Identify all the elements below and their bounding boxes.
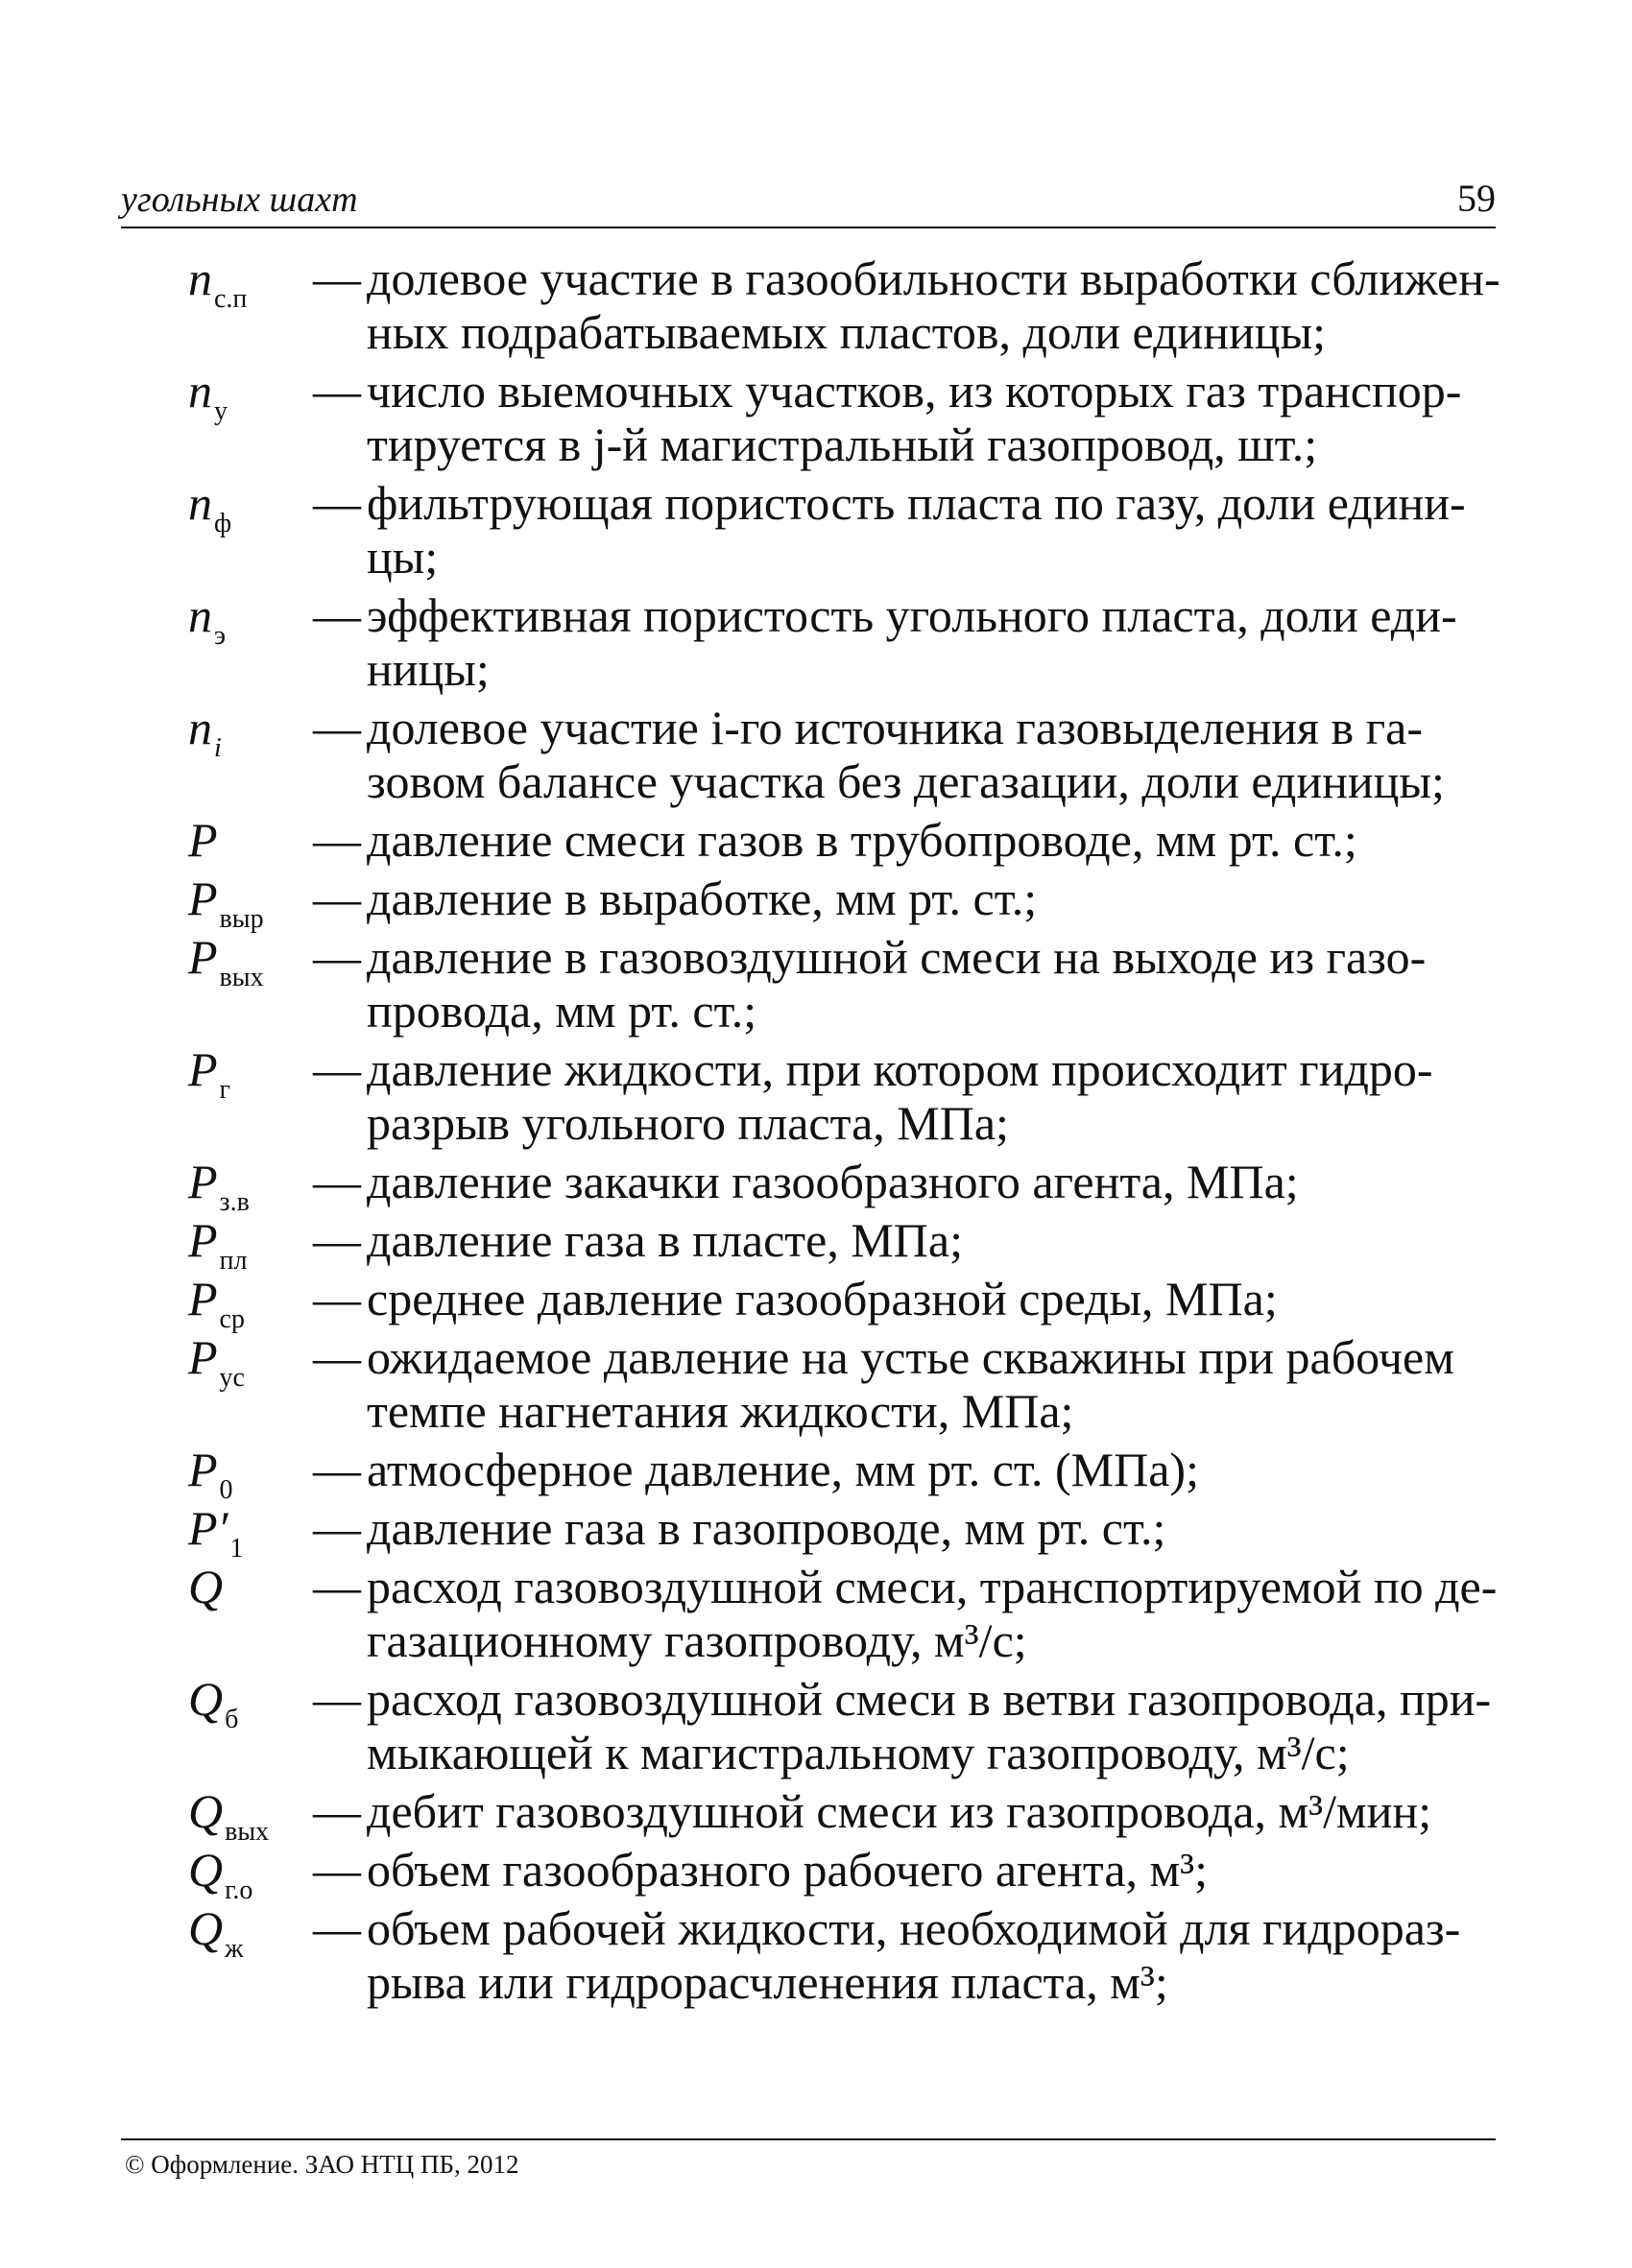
symbol-description — [367, 701, 1496, 808]
symbol-subscript: ср — [219, 1303, 245, 1334]
em-dash: — — [313, 1042, 361, 1096]
symbol-letter: n — [188, 251, 212, 305]
description-line: число выемочных участков, из которых газ транспор- — [367, 364, 1462, 418]
symbol-letter: P — [188, 1330, 218, 1384]
symbol-letter: P — [188, 1213, 218, 1267]
symbol-letter: Q — [188, 1672, 224, 1726]
symbol-description — [367, 1501, 1496, 1555]
em-dash: — — [313, 1901, 361, 1955]
em-dash: — — [313, 813, 361, 867]
symbol-subscript: 0 — [219, 1474, 233, 1505]
symbol-description — [367, 1560, 1496, 1667]
symbol-letter: Q — [188, 1784, 224, 1838]
description-line: расход газовоздушной смеси, транспортируемой по де- — [367, 1560, 1498, 1613]
em-dash: — — [313, 1843, 361, 1897]
description-line: ожидаемое давление на устье скважины при рабочем — [367, 1330, 1454, 1384]
symbol-notation — [188, 476, 231, 551]
symbol-subscript: у — [214, 395, 228, 426]
symbol-notation — [188, 251, 247, 326]
copyright-footer: © Оформление. ЗАО НТЦ ПБ, 2012 — [125, 2150, 519, 2179]
symbol-description — [367, 364, 1496, 471]
em-dash: — — [313, 1672, 361, 1726]
description-line: темпе нагнетания жидкости, МПа; — [367, 1384, 1074, 1438]
description-line: рыва или гидрорасчленения пласта, м³; — [367, 1955, 1168, 2009]
description-line: цы; — [367, 530, 439, 584]
em-dash: — — [313, 1272, 361, 1325]
description-line: тируется в j-й магистральный газопровод, шт.; — [367, 418, 1318, 471]
symbol-subscript: выр — [219, 903, 264, 934]
description-line: объем газообразного рабочего агента, м³; — [367, 1843, 1209, 1897]
running-title: угольных шахт — [121, 179, 358, 220]
symbol-description — [367, 588, 1496, 696]
symbol-subscript: г.о — [225, 1874, 253, 1905]
symbol-notation — [188, 1901, 243, 1976]
symbol-letter: P′ — [188, 1501, 228, 1555]
description-line: расход газовоздушной смеси в ветви газопровода, при- — [367, 1672, 1492, 1726]
symbol-notation — [188, 1672, 238, 1747]
symbol-letter: P — [188, 871, 218, 925]
symbol-subscript: вых — [225, 1816, 270, 1847]
description-line: газационному газопроводу, м³/с; — [367, 1613, 1027, 1667]
symbol-letter: P — [188, 1155, 218, 1208]
em-dash: — — [313, 251, 361, 305]
footer-rule — [121, 2138, 1496, 2140]
symbol-description — [367, 1843, 1496, 1897]
symbol-notation — [188, 364, 228, 439]
description-line: мыкающей к магистральному газопроводу, м³/с; — [367, 1726, 1350, 1779]
symbol-subscript: з.в — [219, 1186, 250, 1217]
em-dash: — — [313, 1560, 361, 1613]
description-line: давление в газовоздушной смеси на выходе из газо- — [367, 930, 1427, 984]
page-number: 59 — [1457, 177, 1496, 220]
symbol-subscript: ус — [219, 1362, 245, 1393]
symbol-letter: n — [188, 476, 212, 530]
symbol-subscript: пл — [219, 1245, 248, 1276]
em-dash: — — [313, 1501, 361, 1555]
description-line: среднее давление газообразной среды, МПа; — [367, 1272, 1278, 1325]
em-dash: — — [313, 1330, 361, 1384]
description-line: давление смеси газов в трубопроводе, мм рт. ст.; — [367, 813, 1357, 867]
description-line: давление закачки газообразного агента, МПа; — [367, 1155, 1299, 1208]
em-dash: — — [313, 364, 361, 418]
symbol-subscript: г — [219, 1074, 231, 1105]
description-line: давление жидкости, при котором происходит гидро- — [367, 1042, 1433, 1096]
em-dash: — — [313, 588, 361, 642]
symbol-notation — [188, 1560, 223, 1613]
description-line: ных подрабатываемых пластов, доли единицы; — [367, 305, 1327, 359]
description-line: долевое участие i-го источника газовыделения в га- — [367, 701, 1423, 754]
symbol-letter: Q — [188, 1560, 224, 1613]
symbol-letter: n — [188, 701, 212, 754]
symbol-letter: Q — [188, 1843, 224, 1897]
symbol-description — [367, 251, 1500, 359]
description-line: провода, мм рт. ст.; — [367, 984, 757, 1038]
symbol-notation — [188, 813, 218, 867]
symbol-notation — [188, 1042, 230, 1117]
symbol-description — [367, 1672, 1496, 1779]
description-line: давление в выработке, мм рт. ст.; — [367, 871, 1038, 925]
symbol-description — [367, 1272, 1496, 1325]
symbol-notation — [188, 930, 264, 1005]
symbol-subscript: э — [214, 620, 227, 651]
symbol-letter: P — [188, 1272, 218, 1325]
em-dash: — — [313, 1213, 361, 1267]
em-dash: — — [313, 476, 361, 530]
description-line: ницы; — [367, 642, 490, 696]
description-line: давление газа в пласте, МПа; — [367, 1213, 963, 1267]
symbol-subscript: б — [225, 1704, 239, 1734]
description-line: эффективная пористость угольного пласта, доли еди- — [367, 588, 1457, 642]
symbol-description — [367, 476, 1496, 584]
symbol-subscript: 1 — [229, 1533, 244, 1564]
description-line: разрыв угольного пласта, МПа; — [367, 1096, 1009, 1150]
symbol-description — [367, 930, 1496, 1038]
em-dash: — — [313, 1443, 361, 1496]
description-line: атмосферное давление, мм рт. ст. (МПа); — [367, 1443, 1199, 1496]
symbol-notation — [188, 1330, 245, 1405]
symbol-description — [367, 1155, 1496, 1208]
symbol-letter: n — [188, 364, 212, 418]
symbol-letter: n — [188, 588, 212, 642]
symbol-letter: P — [188, 930, 218, 984]
symbol-notation — [188, 588, 226, 663]
em-dash: — — [313, 1784, 361, 1838]
symbol-letter: P — [188, 1443, 218, 1496]
description-line: фильтрующая пористость пласта по газу, доли едини- — [367, 476, 1466, 530]
symbol-subscript: вых — [219, 962, 264, 992]
symbol-letter: P — [188, 1042, 218, 1096]
description-line: дебит газовоздушной смеси из газопровода, м³/мин; — [367, 1784, 1432, 1838]
symbol-letter: P — [188, 813, 218, 867]
running-header — [121, 171, 1496, 228]
symbol-description — [367, 1443, 1496, 1496]
symbol-letter: Q — [188, 1901, 224, 1955]
symbol-notation — [188, 701, 222, 776]
symbol-description — [367, 871, 1496, 925]
em-dash: — — [313, 871, 361, 925]
description-line: долевое участие в газообильности выработки сближен- — [367, 251, 1500, 305]
symbol-subscript: ж — [225, 1933, 244, 1964]
em-dash: — — [313, 1155, 361, 1208]
description-line: зовом балансе участка без дегазации, доли единицы; — [367, 754, 1445, 808]
em-dash: — — [313, 930, 361, 984]
symbol-description — [367, 813, 1496, 867]
symbol-description — [367, 1213, 1496, 1267]
description-line: давление газа в газопроводе, мм рт. ст.; — [367, 1501, 1166, 1555]
symbol-subscript: с.п — [214, 283, 248, 314]
symbol-subscript: ф — [214, 508, 232, 538]
description-line: объем рабочей жидкости, необходимой для гидрораз- — [367, 1901, 1461, 1955]
em-dash: — — [313, 701, 361, 754]
symbol-description — [367, 1042, 1496, 1150]
symbol-subscript: i — [214, 732, 222, 763]
symbol-description — [367, 1330, 1496, 1438]
symbol-description — [367, 1901, 1496, 2009]
symbol-description — [367, 1784, 1496, 1838]
